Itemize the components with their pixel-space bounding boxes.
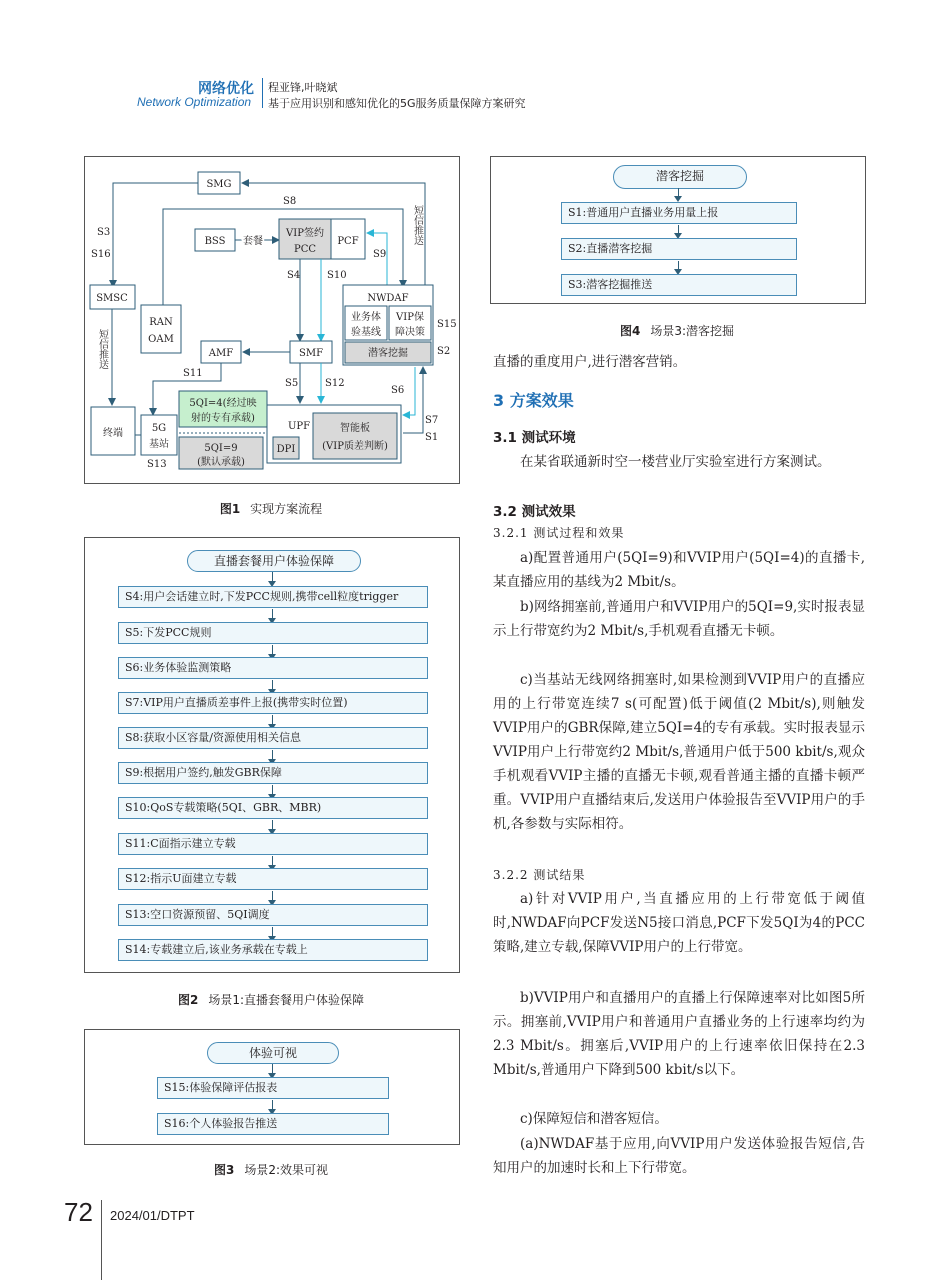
s12-label: S12 (325, 378, 345, 389)
upf-label: UPF (287, 421, 311, 432)
para-result-c: c)保障短信和潜客短信。 (520, 1111, 668, 1127)
baseline-label-1: 业务体 (351, 312, 381, 323)
s11-label: S11 (183, 368, 203, 379)
sms-push-right: 短信推送 (411, 205, 423, 245)
pcf-label: PCF (337, 236, 359, 247)
fig4-step-s2: S2:直播潜客挖掘 (561, 238, 797, 260)
fig2-title: 直播套餐用户体验保障 (187, 550, 361, 572)
header-divider (262, 78, 263, 108)
para-result-c-a: (a)NWDAF基于应用,向VVIP用户发送体验报告短信,告知用户的加速时长和上下行带宽。 (493, 1136, 865, 1176)
amf-label: AMF (208, 348, 234, 359)
qi4-label-2: 射的专有承载) (191, 413, 255, 424)
gnb-label-2: 基站 (149, 439, 169, 450)
ran-oam-label-1: RAN (149, 317, 173, 328)
dpi-label: DPI (276, 444, 296, 455)
section-3-2-1-title: 3.2.1 测试过程和效果 (493, 526, 625, 540)
vip-pcc-label-2: PCC (293, 244, 317, 255)
fig2-step-s13: S13:空口资源预留、5QI调度 (118, 904, 428, 926)
figure-3 (84, 1029, 460, 1145)
fig4-title: 潜客挖掘 (613, 165, 747, 189)
s4-label: S4 (287, 270, 301, 281)
figure-3-caption (84, 1161, 458, 1178)
footer-divider (101, 1200, 102, 1280)
s6-label: S6 (391, 385, 405, 396)
page-number: 72 (64, 1197, 93, 1227)
s13-label: S13 (147, 459, 167, 470)
para-result-b: b)VVIP用户和直播用户的直播上行保障速率对比如图5所示。拥塞前,VVIP用户和普通用户直播业务的上行速率均约为2.3 Mbit/s。拥塞后,VVIP用户的上行速率依旧保持在2.3 Mbit/s,普通用户下降到500 kbit/s以下。 (493, 990, 865, 1078)
fig2-step-s11: S11:C面指示建立专载 (118, 833, 428, 855)
header-section-cn: 网络优化 (198, 81, 254, 97)
fig2-step-s9: S9:根据用户签约,触发GBR保障 (118, 762, 428, 784)
s15-label: S15 (437, 319, 457, 330)
vip-decision-label-2: 障决策 (395, 327, 425, 338)
para-result-a: a)针对VVIP用户,当直播应用的上行带宽低于阈值时,NWDAF向PCF发送N5接口消息,PCF下发5QI为4的PCC策略,建立专载,保障VVIP用户的上行带宽。 (493, 891, 865, 955)
fig2-step-s6: S6:业务体验监测策略 (118, 657, 428, 679)
fig2-step-s8: S8:获取小区容量/资源使用相关信息 (118, 727, 428, 749)
section-3-title: 3 方案效果 (493, 391, 574, 410)
smart-board-label-2: (VIP质差判断) (322, 441, 388, 452)
s5-label: S5 (285, 378, 299, 389)
qi9-label-1: 5QI=9 (204, 443, 238, 454)
fig2-step-s4: S4:用户会话建立时,下发PCC规则,携带cell粒度trigger (118, 586, 428, 608)
figure-1-caption-text: 实现方案流程 (250, 502, 323, 516)
fig3-step-s15: S15:体验保障评估报表 (157, 1077, 389, 1099)
vip-pcc-label-1: VIP签约 (286, 228, 324, 239)
fig2-step-s12: S12:指示U面建立专载 (118, 868, 428, 890)
fig2-step-s7: S7:VIP用户直播质差事件上报(携带实时位置) (118, 692, 428, 714)
terminal-label: 终端 (103, 428, 123, 439)
figure-4-caption-text: 场景3:潜客挖掘 (650, 324, 735, 338)
potential-label: 潜客挖掘 (368, 348, 408, 359)
s3-label: S3 (97, 227, 111, 238)
figure-1 (84, 156, 460, 484)
figure-3-caption-num: 图3 (213, 1163, 235, 1177)
s16-label: S16 (91, 249, 111, 260)
qi9-label-2: (默认承载) (197, 457, 245, 468)
header-article-title: 基于应用识别和感知优化的5G服务质量保障方案研究 (268, 97, 526, 110)
fig3-title: 体验可视 (207, 1042, 339, 1064)
fig3-step-s16: S16:个人体验报告推送 (157, 1113, 389, 1135)
ran-oam-node (141, 305, 181, 353)
gnb-label-1: 5G (151, 423, 167, 434)
smf-label: SMF (298, 348, 324, 359)
s9-label: S9 (373, 249, 387, 260)
s8-label: S8 (283, 196, 297, 207)
figure-4 (490, 156, 866, 304)
section-3-1-title: 3.1 测试环境 (493, 430, 576, 446)
fig4-step-s3: S3:潜客挖掘推送 (561, 274, 797, 296)
bss-label: BSS (204, 236, 226, 247)
fig2-step-s5: S5:下发PCC规则 (118, 622, 428, 644)
figure-3-caption-text: 场景2:效果可视 (244, 1163, 329, 1177)
s2-label: S2 (437, 346, 451, 357)
fig4-step-s1: S1:普通用户直播业务用量上报 (561, 202, 797, 224)
taocan-label: 套餐 (243, 236, 263, 247)
header-section-en: Network Optimization (137, 95, 252, 109)
fig2-step-s14: S14:专载建立后,该业务承载在专载上 (118, 939, 428, 961)
para-env: 在某省联通新时空一楼营业厅实验室进行方案测试。 (520, 454, 831, 470)
section-3-2-2-title: 3.2.2 测试结果 (493, 868, 586, 882)
figure-2 (84, 537, 460, 973)
fig2-step-s10: S10:QoS专载策略(5QI、GBR、MBR) (118, 797, 428, 819)
header-authors: 程亚锋,叶晓斌 (268, 81, 338, 94)
figure-2-caption-num: 图2 (177, 993, 199, 1007)
figure-2-caption (84, 991, 458, 1008)
figure-1-caption (84, 500, 458, 517)
sms-push-left: 短信推送 (96, 329, 108, 369)
para-b: b)网络拥塞前,普通用户和VVIP用户的5QI=9,实时报表显示上行带宽约为2 Mbit/s,手机观看直播无卡顿。 (493, 599, 865, 639)
qi4-label-1: 5QI=4(经过映 (189, 398, 257, 409)
figure-1-diagram (85, 157, 459, 483)
smg-label: SMG (206, 179, 232, 190)
figure-2-caption-text: 场景1:直播套餐用户体验保障 (208, 993, 365, 1007)
figure-4-caption-num: 图4 (619, 324, 641, 338)
smart-board-node (313, 413, 397, 459)
s1-label: S1 (425, 432, 439, 443)
section-3-2-title: 3.2 测试效果 (493, 504, 576, 520)
figure-1-caption-num: 图1 (219, 502, 241, 516)
s10-label: S10 (327, 270, 347, 281)
s7-label: S7 (425, 415, 439, 426)
para-a: a)配置普通用户(5QI=9)和VVIP用户(5QI=4)的直播卡,某直播应用的基线为2 Mbit/s。 (493, 550, 865, 590)
baseline-label-2: 验基线 (351, 327, 381, 338)
smart-board-label-1: 智能板 (340, 423, 370, 434)
para-c: c)当基站无线网络拥塞时,如果检测到VVIP用户的直播应用的上行带宽连续7 s(可配置)低于阈值(2 Mbit/s),则触发VVIP用户的GBR保障,建立5QI=4的专有承载。实时报表显示VVIP用户上行带宽约2 Mbit/s,普通用户低于500 kbit/s,观众手机观看VVIP主播的直播无卡顿,观看普通主播的直播卡顿严重。VVIP用户直播结束后,发送用户体验报告至VVIP用户的手机,各参数与实际相符。 (493, 672, 865, 832)
journal-issue: 2024/01/DTPT (110, 1208, 195, 1223)
nwdaf-label: NWDAF (367, 293, 409, 304)
smsc-label: SMSC (96, 293, 128, 304)
vip-decision-label-1: VIP保 (396, 312, 424, 323)
ran-oam-label-2: OAM (148, 334, 174, 345)
para-intro: 直播的重度用户,进行潜客营销。 (493, 354, 687, 370)
figure-4-caption (490, 322, 864, 339)
